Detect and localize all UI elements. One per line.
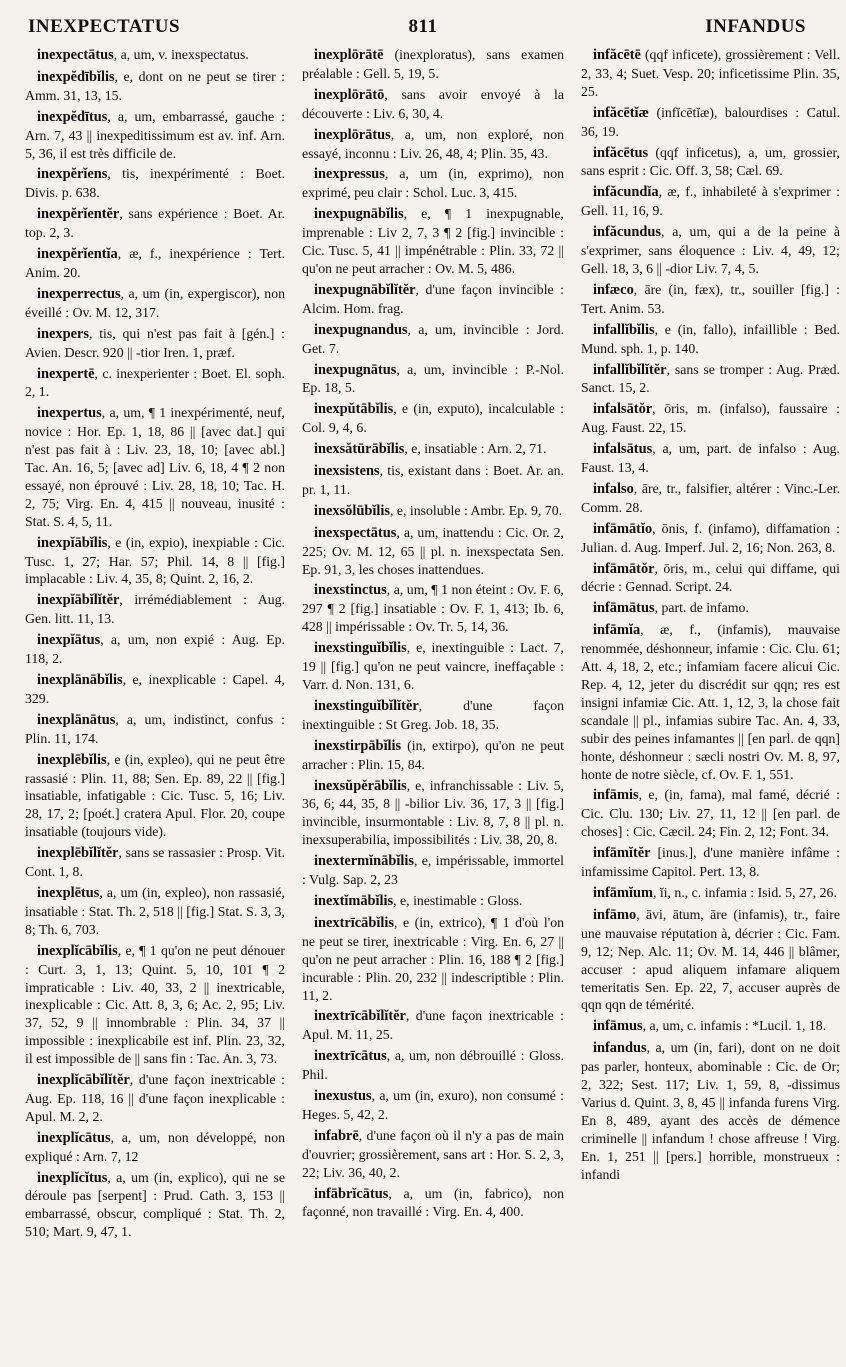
definition: , a, um, non débrouillé : Gloss. Phil. <box>302 1048 564 1083</box>
definition: , e (in, fallo), infaillible : Bed. Mund. sph. 1, p. 140. <box>581 321 840 356</box>
headword: inextrīcābĭlĭtĕr <box>314 1008 406 1025</box>
definition: , e, inexplicable : Capel. 4, 329. <box>25 672 285 706</box>
headword: infalsātŏr <box>593 401 653 418</box>
dictionary-entry <box>302 1185 564 1222</box>
headword: infāmo <box>593 906 637 923</box>
dictionary-entry <box>25 884 285 939</box>
headword: infăcundĭa <box>593 184 659 201</box>
definition: [inus.], d'une manière infâme : infamissime Capitol. Pert. 13, 8. <box>581 845 840 880</box>
definition: , e (in, expleo), qui ne peut être rassasié : Plin. 11, 88; Sen. Ep. 89, 22 || [fig.] insatiable, infatigable : Cic. Tusc. 5, 16; Liv. 28, 17, 2; [poét.] cratera Apul. Flor. 20, coupe insatiable (toujours vide). <box>25 751 285 840</box>
definition: , sans expérience : Boet. Ar. top. 2, 3. <box>25 206 285 241</box>
headword: inexpĭātus <box>37 632 101 649</box>
definition: , sans se rassasier : Prosp. Vit. Cont. 1, 8. <box>25 845 285 880</box>
headword: inexstinguĭbĭlĭtĕr <box>314 697 419 714</box>
dictionary-entry <box>25 205 285 242</box>
definition: , a, um (in, expleo), non rassasié, insatiable : Stat. Th. 2, 518 || [fig.] Stat. S. 3, 3, 8; Th. 6, 703. <box>25 884 285 937</box>
headword: inexplĭcābĭlĭtĕr <box>37 1072 130 1089</box>
dictionary-entry <box>302 46 564 83</box>
definition: , ōris, m., celui qui diffame, qui décrie : Gennad. Script. 24. <box>581 560 840 595</box>
definition: , a, um, v. inexspectatus. <box>113 47 249 62</box>
dictionary-entry <box>581 480 840 517</box>
headword: inexpectātus <box>37 47 114 63</box>
headword: inexpĕrĭentĭa <box>37 246 118 263</box>
dictionary-entry <box>25 591 285 628</box>
definition: , a, um (in, exuro), non consumé : Heges. 5, 42, 2. <box>302 1088 564 1122</box>
headword: infāmus <box>593 1018 643 1035</box>
column-3 <box>581 46 840 1362</box>
definition: , æ, f., (infamis), mauvaise renommée, déshonneur, infamie : Cic. Clu. 61; Att. 4, 18, 2, etc.; infamiam facere alicui Cic. Rep. 4, 12, jeter du discrédit sur qqn; res est insigni infamiæ Cic. Att. 1, 12, 3, la chose fait scandale || pl., infamias subire Tac. An. 4, 33, subir des peines infamantes || [en parl. de qqn] honte, déshonneur : sæcli nostri Ov. M. 8, 97, honte de notre siècle, cf. Ov. F. 1, 551. <box>581 622 840 782</box>
dictionary-entry <box>302 86 564 123</box>
definition: , e, impérissable, immortel : Vulg. Sap. 2, 23 <box>302 853 564 888</box>
definition: (infĭcētĭæ), balourdises : Catul. 36, 19. <box>581 104 840 139</box>
dictionary-entry <box>25 46 285 65</box>
definition: , ōnis, f. (infamo), diffamation : Julian. d. Aug. Imperf. Jul. 2, 16; Non. 263, 8. <box>581 520 840 555</box>
dictionary-entry <box>25 165 285 202</box>
definition: , tis, existant dans : Boet. Ar. an. pr. 1, 11. <box>302 463 564 497</box>
dictionary-entry <box>581 786 840 841</box>
headword: inexspectātus <box>314 524 397 541</box>
definition: , a, um, non expié : Aug. Ep. 118, 2. <box>25 632 285 667</box>
definition: , a, um (in, fabrico), non façonné, non travaillé : Virg. En. 4, 400. <box>302 1185 564 1220</box>
headword: inexustus <box>314 1088 372 1105</box>
definition: , a, um, invincible : Jord. Get. 7. <box>302 321 564 356</box>
dictionary-entry <box>25 285 285 322</box>
definition: , sans se tromper : Aug. Præd. Sanct. 15, 2. <box>581 361 840 396</box>
dictionary-entry <box>25 1071 285 1126</box>
definition: , e, ¶ 1 qu'on ne peut dénouer : Curt. 3, 1, 13; Quint. 5, 10, 101 ¶ 2 impraticable : Liv. 40, 33, 2 || inextricable, inexplicable : Cic. Att. 8, 3, 6; Ac. 2, 95; Liv. 37, 52, 9 || innombrable : Plin. 34, 37 || impossible : inexplicabile est inf. Plin. 23, 32, il est impossible de || sans fin : Tac. An. 3, 73. <box>25 942 285 1067</box>
definition: (in, extirpo), qu'on ne peut arracher : Plin. 15, 84. <box>302 737 564 772</box>
definition: , a, um, non développé, non expliqué : Arn. 7, 12 <box>25 1129 285 1164</box>
headword: inexpertus <box>37 405 102 422</box>
definition: , āre (in, fæx), tr., souiller [fig.] : Tert. Anim. 53. <box>581 281 840 316</box>
dictionary-entry <box>25 942 285 1068</box>
definition: , a, um, c. infamis : *Lucil. 1, 18. <box>642 1018 827 1034</box>
definition: , āvi, ātum, āre (infamis), tr., faire une mauvaise réputation à, décrier : Cic. Fam. 9, 12; Nep. Alc. 11; Ov. M. 14, 446 || blâmer, accuser : apud aliquem infamare aliquem temeritatis Sen. Ep. 22, 7, accuser auprès de qqn qqn de témérité. <box>581 906 840 1013</box>
headword: inexpĭābĭlis <box>37 534 108 551</box>
dictionary-entry <box>581 281 840 318</box>
headword: infallĭbĭlĭtĕr <box>593 361 667 378</box>
dictionary-entry <box>581 223 840 278</box>
headword: infabrē <box>314 1127 359 1144</box>
dictionary-entry <box>302 1007 564 1044</box>
dictionary-entry <box>302 1127 564 1182</box>
headword: inexstinctus <box>314 582 387 599</box>
dictionary-entry <box>302 892 564 911</box>
dictionary-entry <box>581 884 840 903</box>
page-header <box>0 6 846 46</box>
dictionary-entry <box>581 440 840 477</box>
dictionary-entry <box>581 520 840 557</box>
definition: , a, um, qui a de la peine à s'exprimer, sans éloquence : Liv. 4, 49, 12; Gell. 18, 3, 6 || -dior Liv. 7, 4, 5. <box>581 224 840 276</box>
definition: , a, um (in, exprimo), non exprimé, peu clair : Schol. Luc. 3, 415. <box>302 166 564 201</box>
definition: , æ, f., inexpérience : Tert. Anim. 20. <box>25 246 285 280</box>
dictionary-entry <box>302 524 564 579</box>
definition: , æ, f., inhabileté à s'exprimer : Gell. 11, 16, 9. <box>581 184 840 219</box>
headword: infāmātŏr <box>593 560 655 577</box>
definition: , a, um (in, expergiscor), non éveillé : Ov. M. 12, 317. <box>25 285 285 320</box>
definition: , d'une façon où il n'y a pas de main d'ouvrier; grossièrement, sans art : Hor. S. 2, 3, 22; Liv. 36, 40, 2. <box>302 1127 564 1180</box>
dictionary-entry <box>581 321 840 358</box>
definition: , irrémédiablement : Aug. Gen. litt. 11, 13. <box>25 592 285 627</box>
definition: , a, um, inattendu : Cic. Or. 2, 225; Ov. M. 12, 65 || pl. n. inexspectata Sen. Ep. 91, 3, les choses inattendues. <box>302 524 564 577</box>
definition: , e, dont on ne peut se tirer : Amm. 31, 13, 15. <box>25 68 285 103</box>
headword: infāmātus <box>593 600 655 617</box>
definition: , a, um, ¶ 1 non éteint : Ov. F. 6, 297 ¶ 2 [fig.] insatiable : Ov. F. 1, 413; Ib. 6, 428 || impérissable : Ov. Tr. 5, 14, 36. <box>302 582 564 635</box>
headword: infalsātus <box>593 441 653 458</box>
definition: , c. inexperienter : Boet. El. soph. 2, 1. <box>25 365 285 400</box>
headword: inexstirpābĭlis <box>314 737 402 754</box>
headword: infăcundus <box>593 224 661 241</box>
dictionary-entry <box>302 502 564 521</box>
headword: inextermĭnābĭlis <box>314 853 414 870</box>
dictionary-entry <box>581 400 840 437</box>
headword: inexplētus <box>37 884 100 901</box>
headword: infāmĭum <box>593 884 653 901</box>
headword: inexpŭtābĭlis <box>314 401 394 418</box>
headword: inexpĭābĭlĭtĕr <box>37 592 120 609</box>
dictionary-entry <box>25 844 285 881</box>
headword: inexsŭpĕrābĭlis <box>314 777 407 794</box>
dictionary-entry <box>581 1017 840 1036</box>
dictionary-entry <box>581 906 840 1014</box>
dictionary-entry <box>302 462 564 499</box>
dictionary-entry <box>302 1047 564 1084</box>
dictionary-entry <box>302 205 564 278</box>
definition: , e, insatiable : Arn. 2, 71. <box>404 441 547 457</box>
headword: inexperrectus <box>37 285 121 302</box>
headword: inexpressus <box>314 166 385 183</box>
dictionary-entry <box>25 68 285 105</box>
dictionary-entry <box>25 245 285 282</box>
dictionary-entry <box>302 281 564 318</box>
headword: inexpugnābĭlĭtĕr <box>314 281 416 298</box>
dictionary-entry <box>302 1087 564 1124</box>
headword: inexpugnātus <box>314 361 397 378</box>
headword: inextrīcābĭlis <box>314 914 394 931</box>
dictionary-entry <box>581 46 840 101</box>
definition: , part. de infamo. <box>654 600 749 616</box>
definition: , a, um (in, explico), qui ne se déroule pas [serpent] : Prud. Cath. 3, 153 || embarrassé, obscur, compliqué : Stat. Th. 2, 510; Mart. 9, 47, 1. <box>25 1169 285 1240</box>
headword: inexplĭcābĭlis <box>37 942 118 959</box>
definition: , d'une façon invincible : Alcim. Hom. frag. <box>302 281 564 316</box>
header-last-entry: INFANDUS <box>705 16 806 37</box>
dictionary-entry <box>25 534 285 589</box>
headword: infāmĭa <box>593 622 641 639</box>
dictionary-entry <box>581 844 840 881</box>
headword: inexplēbĭlĭtĕr <box>37 845 119 862</box>
definition: , e, inestimable : Gloss. <box>393 892 523 908</box>
headword: infāmis <box>593 787 639 804</box>
headword: inexplānābĭlis <box>37 672 123 688</box>
dictionary-entry <box>581 1039 840 1183</box>
dictionary-entry <box>581 144 840 181</box>
column-2 <box>302 46 564 1362</box>
headword: inextĭmābĭlis <box>314 892 394 909</box>
headword: inexplānātus <box>37 711 116 728</box>
headword: infābrĭcātus <box>314 1185 389 1202</box>
definition: , a, um, part. de infalso : Aug. Faust. 13, 4. <box>581 441 840 476</box>
dictionary-entry <box>302 639 564 694</box>
definition: (inexploratus), sans examen préalable : Gell. 5, 19, 5. <box>302 47 564 81</box>
headword: inexplōrātē <box>314 47 384 63</box>
headword: inexpĕrĭentĕr <box>37 206 120 223</box>
headword: inextrīcātus <box>314 1048 387 1065</box>
headword: inexsŏlūbĭlis <box>314 502 390 519</box>
dictionary-entry <box>302 440 564 459</box>
definition: (qqf inficetus), a, um, grossier, sans esprit : Cic. Off. 3, 58; Cæl. 69. <box>581 144 840 179</box>
headword: inexpertē <box>37 365 95 382</box>
definition: , ĭi, n., c. infamia : Isid. 5, 27, 26. <box>652 884 837 900</box>
dictionary-entry <box>302 581 564 636</box>
definition: , e, inextinguible : Lact. 7, 19 || [fig.] qu'on ne peut vaincre, ineffaçable : Varr. d. Non. 131, 6. <box>302 640 564 692</box>
dictionary-entry <box>581 183 840 220</box>
headword: infæco <box>593 281 634 298</box>
dictionary-entry <box>25 108 285 163</box>
definition: , a, um, embarrassé, gauche : Arn. 7, 43 || inexpeditissimum est av. inf. Arn. 5, 36, il est très difficile de. <box>25 108 285 161</box>
dictionary-entry <box>302 165 564 202</box>
headword: infandus <box>593 1040 647 1057</box>
headword: infallĭbĭlis <box>593 321 655 338</box>
dictionary-entry <box>581 599 840 618</box>
definition: , tis, qui n'est pas fait à [gén.] : Avien. Descr. 920 || -tior Iren. 1, præf. <box>25 325 285 360</box>
definition: , ōris, m. (infalso), faussaire : Aug. Faust. 22, 15. <box>581 401 840 436</box>
dictionary-entry <box>302 361 564 398</box>
definition: , d'une façon inextinguible : St Greg. Job. 18, 35. <box>302 697 564 732</box>
definition: , e, ¶ 1 inexpugnable, imprenable : Liv 2, 7, 3 ¶ 2 [fig.] invincible : Cic. Tusc. 5, 41 || impénétrable : Plin. 33, 72 || qu'on ne peut arracher : Ov. M. 5, 486. <box>302 206 564 276</box>
dictionary-entry <box>581 560 840 597</box>
headword: inexpers <box>37 325 89 342</box>
dictionary-entry <box>25 631 285 668</box>
headword: inexplĭcĭtus <box>37 1169 108 1186</box>
dictionary-entry <box>302 737 564 774</box>
definition: , e, insoluble : Ambr. Ep. 9, 70. <box>389 502 563 518</box>
dictionary-entry <box>302 400 564 437</box>
dictionary-entry <box>25 325 285 362</box>
definition: , e (in, extrico), ¶ 1 d'où l'on ne peut se tirer, inextricable : Virg. En. 6, 27 || qu'on ne peut arracher : Plin. 16, 188 ¶ 2 [fig.] incurable : Plin. 20, 232 || indescriptible : Plin. 11, 2. <box>302 914 564 1003</box>
headword: inexpĕdītus <box>37 108 108 125</box>
headword: inexplōrātus <box>314 126 391 143</box>
dictionary-entry <box>302 321 564 358</box>
headword: inexsătūrābĭlis <box>314 441 405 458</box>
dictionary-entry <box>581 361 840 398</box>
definition: , a, um, non exploré, non essayé, inconnu : Liv. 26, 48, 4; Plin. 35, 43. <box>302 126 564 161</box>
definition: , a, um, ¶ 1 inexpérimenté, neuf, novice : Hor. Ep. 1, 18, 86 || [avec dat.] qui n'est pas fait à : Liv. 23, 18, 10; [avec abl.] Tac. An. 16, 5; [avec ad] Liv. 6, 18, 4 ¶ 2 non essayé, non éprouvé : Liv. 28, 18, 10; Tac. H. 2, 75; Virg. En. 4, 415 || nouveau, inusité : Stat. S. 4, 5, 11. <box>25 405 285 529</box>
column-1 <box>25 46 285 1362</box>
headword: inexpĕrĭens <box>37 166 108 183</box>
definition: , e (in, expio), inexpiable : Cic. Tusc. 1, 27; Har. 57; Phil. 14, 8 || [fig.] implacable : Liv. 4, 35, 8; Quint. 2, 16, 2. <box>25 534 285 587</box>
headword: inexstinguĭbĭlis <box>314 640 407 657</box>
definition: , a, um (in, fari), dont on ne doit pas parler, honteux, abominable : Cic. de Or; 2, 322; Sest. 117; Liv. 1, 59, 8, -dissimus Varius d. Quint. 3, 8, 45 || infanda furens Virg. En 8, 489, ayant des accès de démence criminelle || infandum ! chose affreuse ! Virg. En. 1, 251 || [pers.] horrible, monstrueux : infandi <box>581 1040 840 1182</box>
dictionary-entry <box>302 914 564 1005</box>
dictionary-entry <box>302 777 564 850</box>
definition: , āre, tr., falsifier, altérer : Vinc.-Ler. Comm. 28. <box>581 480 840 515</box>
definition: , e (in, exputo), incalculable : Col. 9, 4, 6. <box>302 401 564 436</box>
page-number: 811 <box>408 16 438 37</box>
dictionary-entry <box>25 1169 285 1242</box>
dictionary-entry <box>25 751 285 842</box>
headword: inexsistens <box>314 463 380 480</box>
headword: inexplōrātō <box>314 86 385 103</box>
dictionary-entry <box>581 621 840 783</box>
headword: infăcētē <box>593 47 641 63</box>
headword: infāmātĭo <box>593 520 653 537</box>
definition: , sans avoir envoyé à la découverte : Liv. 6, 30, 4. <box>302 86 564 121</box>
dictionary-entry <box>302 697 564 734</box>
dictionary-entry <box>302 852 564 889</box>
headword: inexpugnandus <box>314 321 408 338</box>
dictionary-entry <box>25 404 285 530</box>
headword: infalso <box>593 480 634 497</box>
definition: , a, um, invincible : P.-Nol. Ep. 18, 5. <box>302 361 564 396</box>
headword: infăcētus <box>593 144 649 161</box>
dictionary-entry <box>302 126 564 163</box>
dictionary-entry <box>25 711 285 748</box>
headword: infāmĭtĕr <box>593 845 651 862</box>
definition: , e, (in, fama), mal famé, décrié : Cic. Clu. 130; Liv. 27, 11, 12 || [en parl. de choses] : Cic. Cæcil. 24; Fin. 2, 12; Font. 34. <box>581 787 840 840</box>
headword: inexpĕdībĭlis <box>37 68 115 85</box>
definition: , a, um, indistinct, confus : Plin. 11, 174. <box>25 711 285 746</box>
dictionary-entry <box>25 671 285 708</box>
dictionary-entry <box>25 1129 285 1166</box>
headword: inexplēbĭlis <box>37 751 107 768</box>
header-first-entry: INEXPECTATUS <box>28 16 181 37</box>
headword: infăcētĭæ <box>593 104 649 121</box>
definition: , d'une façon inextricable : Aug. Ep. 118, 16 || d'une façon inexplicable : Apul. M. 2, 2. <box>25 1072 285 1124</box>
definition: , tis, inexpérimenté : Boet. Divis. p. 638. <box>25 166 285 201</box>
headword: inexpugnābĭlis <box>314 206 404 223</box>
definition: , e, infranchissable : Liv. 5, 36, 6; 44, 35, 8 || -bilior Liv. 36, 17, 3 || [fig.] invincible, insurmontable : Liv. 8, 7, 8 || pl. n. inexsuperabilia, impossibilités : Liv. 38, 20, 8. <box>302 777 564 848</box>
dictionary-entry <box>581 104 840 141</box>
headword: inexplĭcātus <box>37 1129 111 1146</box>
dictionary-entry <box>25 365 285 402</box>
definition: (qqf inficete), grossièrement : Vell. 2, 33, 4; Suet. Vesp. 20; inficetissime Plin. 35, 25. <box>581 47 840 99</box>
definition: , d'une façon inextricable : Apul. M. 11, 25. <box>302 1008 564 1043</box>
